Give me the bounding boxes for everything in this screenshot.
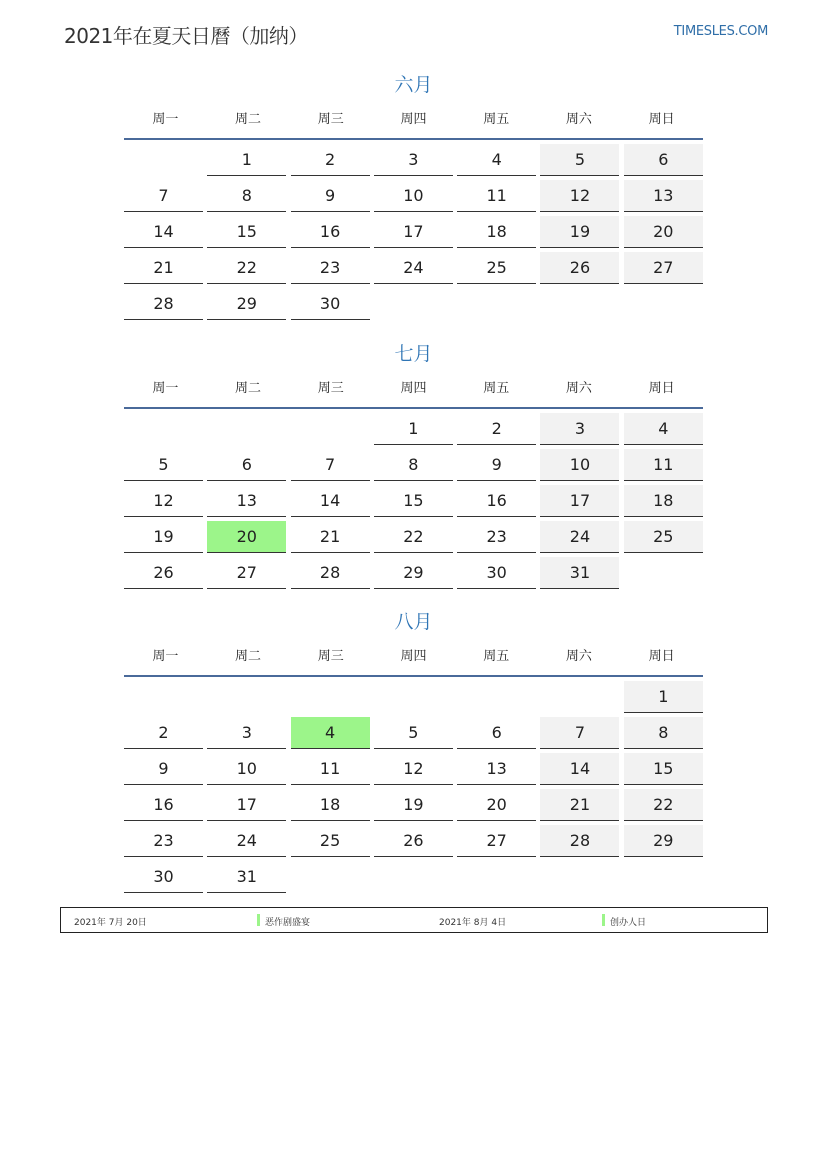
weekday-label: 周日 xyxy=(648,381,675,396)
day-cell: 12 xyxy=(540,180,619,212)
day-cell: 24 xyxy=(374,252,453,284)
day-cell: 4 xyxy=(624,413,703,445)
month-title: 七月 xyxy=(394,343,433,365)
day-cell: 19 xyxy=(374,789,453,821)
weekday-label: 周六 xyxy=(565,112,592,127)
weekday-label: 周四 xyxy=(400,649,427,664)
day-cell: 4 xyxy=(457,144,536,176)
day-cell: 25 xyxy=(624,521,703,553)
day-cell: 1 xyxy=(624,681,703,713)
day-cell: 16 xyxy=(124,789,203,821)
day-cell: 21 xyxy=(540,789,619,821)
day-cell: 28 xyxy=(540,825,619,857)
weekday-label: 周三 xyxy=(317,381,344,396)
day-cell: 6 xyxy=(457,717,536,749)
day-cell: 18 xyxy=(291,789,370,821)
day-cell: 16 xyxy=(291,216,370,248)
weekday-label: 周二 xyxy=(235,649,262,664)
day-cell: 3 xyxy=(540,413,619,445)
day-cell: 3 xyxy=(374,144,453,176)
day-cell: 25 xyxy=(457,252,536,284)
day-cell: 9 xyxy=(291,180,370,212)
day-cell: 27 xyxy=(207,557,286,589)
weekday-label: 周二 xyxy=(235,112,262,127)
day-cell: 2 xyxy=(124,717,203,749)
day-cell: 30 xyxy=(291,288,370,320)
weekday-label: 周五 xyxy=(483,112,510,127)
day-cell: 20 xyxy=(624,216,703,248)
month-title: 八月 xyxy=(394,611,433,633)
weekday-label: 周五 xyxy=(483,381,510,396)
weekday-label: 周四 xyxy=(400,112,427,127)
day-cell: 8 xyxy=(374,449,453,481)
day-cell: 10 xyxy=(540,449,619,481)
empty-cell xyxy=(291,413,370,445)
weekday-label: 周三 xyxy=(317,112,344,127)
empty-cell xyxy=(124,413,203,445)
day-cell: 14 xyxy=(124,216,203,248)
day-cell: 30 xyxy=(457,557,536,589)
day-cell: 11 xyxy=(457,180,536,212)
weekday-label: 周五 xyxy=(483,649,510,664)
day-grid xyxy=(124,681,703,897)
weekday-label: 周三 xyxy=(317,649,344,664)
day-cell: 1 xyxy=(374,413,453,445)
day-cell: 5 xyxy=(124,449,203,481)
day-grid xyxy=(124,144,703,324)
day-cell: 28 xyxy=(124,288,203,320)
day-cell: 3 xyxy=(207,717,286,749)
empty-cell xyxy=(124,144,203,176)
day-cell: 17 xyxy=(540,485,619,517)
day-cell: 19 xyxy=(540,216,619,248)
day-cell: 30 xyxy=(124,861,203,893)
legend-holiday-name: 恶作剧盛宴 xyxy=(265,918,311,928)
empty-cell xyxy=(457,681,536,713)
day-cell: 8 xyxy=(624,717,703,749)
day-cell: 27 xyxy=(457,825,536,857)
day-cell: 14 xyxy=(540,753,619,785)
day-cell: 2 xyxy=(291,144,370,176)
day-cell: 29 xyxy=(624,825,703,857)
legend-date: 2021年 7月 20日 xyxy=(74,918,147,928)
day-cell: 7 xyxy=(124,180,203,212)
day-grid xyxy=(124,413,703,593)
weekday-label: 周四 xyxy=(400,381,427,396)
day-cell: 29 xyxy=(207,288,286,320)
weekday-header xyxy=(124,373,703,409)
day-cell: 28 xyxy=(291,557,370,589)
day-cell: 8 xyxy=(207,180,286,212)
day-cell: 10 xyxy=(207,753,286,785)
weekday-label: 周日 xyxy=(648,649,675,664)
day-cell: 19 xyxy=(124,521,203,553)
day-cell: 21 xyxy=(291,521,370,553)
empty-cell xyxy=(124,681,203,713)
weekday-label: 周日 xyxy=(648,112,675,127)
month-august xyxy=(124,607,703,897)
month-july xyxy=(124,339,703,593)
day-cell: 15 xyxy=(374,485,453,517)
day-cell: 2 xyxy=(457,413,536,445)
legend-holiday-name: 创办人日 xyxy=(610,918,647,928)
day-cell: 26 xyxy=(540,252,619,284)
day-cell: 22 xyxy=(374,521,453,553)
day-cell: 17 xyxy=(207,789,286,821)
weekday-header xyxy=(124,641,703,677)
day-cell: 13 xyxy=(207,485,286,517)
day-cell: 22 xyxy=(624,789,703,821)
day-cell: 22 xyxy=(207,252,286,284)
holiday-day-cell: 20 xyxy=(207,521,286,553)
day-cell: 21 xyxy=(124,252,203,284)
legend-date: 2021年 8月 4日 xyxy=(439,918,507,928)
day-cell: 18 xyxy=(624,485,703,517)
weekday-label: 周一 xyxy=(152,381,179,396)
day-cell: 6 xyxy=(207,449,286,481)
weekday-label: 周一 xyxy=(152,649,179,664)
day-cell: 16 xyxy=(457,485,536,517)
holiday-legend xyxy=(60,907,768,933)
day-cell: 10 xyxy=(374,180,453,212)
page-title: 2021年在夏天日曆（加纳） xyxy=(64,24,308,48)
day-cell: 1 xyxy=(207,144,286,176)
weekday-label: 周二 xyxy=(235,381,262,396)
day-cell: 31 xyxy=(540,557,619,589)
day-cell: 13 xyxy=(457,753,536,785)
legend-color-swatch xyxy=(257,914,260,926)
weekday-header xyxy=(124,104,703,140)
empty-cell xyxy=(374,681,453,713)
site-link[interactable]: TIMESLES.COM xyxy=(673,24,768,39)
day-cell: 15 xyxy=(207,216,286,248)
day-cell: 12 xyxy=(124,485,203,517)
legend-color-swatch xyxy=(602,914,605,926)
day-cell: 26 xyxy=(374,825,453,857)
day-cell: 31 xyxy=(207,861,286,893)
day-cell: 11 xyxy=(624,449,703,481)
weekday-label: 周六 xyxy=(565,649,592,664)
day-cell: 9 xyxy=(457,449,536,481)
day-cell: 20 xyxy=(457,789,536,821)
day-cell: 13 xyxy=(624,180,703,212)
day-cell: 23 xyxy=(291,252,370,284)
holiday-day-cell: 4 xyxy=(291,717,370,749)
day-cell: 26 xyxy=(124,557,203,589)
day-cell: 12 xyxy=(374,753,453,785)
day-cell: 29 xyxy=(374,557,453,589)
month-title: 六月 xyxy=(394,74,433,96)
day-cell: 7 xyxy=(540,717,619,749)
day-cell: 18 xyxy=(457,216,536,248)
day-cell: 15 xyxy=(624,753,703,785)
day-cell: 24 xyxy=(540,521,619,553)
weekday-label: 周一 xyxy=(152,112,179,127)
empty-cell xyxy=(207,413,286,445)
empty-cell xyxy=(291,681,370,713)
day-cell: 9 xyxy=(124,753,203,785)
day-cell: 23 xyxy=(457,521,536,553)
day-cell: 25 xyxy=(291,825,370,857)
day-cell: 23 xyxy=(124,825,203,857)
weekday-label: 周六 xyxy=(565,381,592,396)
empty-cell xyxy=(207,681,286,713)
day-cell: 7 xyxy=(291,449,370,481)
day-cell: 5 xyxy=(374,717,453,749)
day-cell: 27 xyxy=(624,252,703,284)
empty-cell xyxy=(540,681,619,713)
day-cell: 17 xyxy=(374,216,453,248)
day-cell: 5 xyxy=(540,144,619,176)
day-cell: 14 xyxy=(291,485,370,517)
month-june xyxy=(124,70,703,324)
day-cell: 11 xyxy=(291,753,370,785)
day-cell: 6 xyxy=(624,144,703,176)
day-cell: 24 xyxy=(207,825,286,857)
